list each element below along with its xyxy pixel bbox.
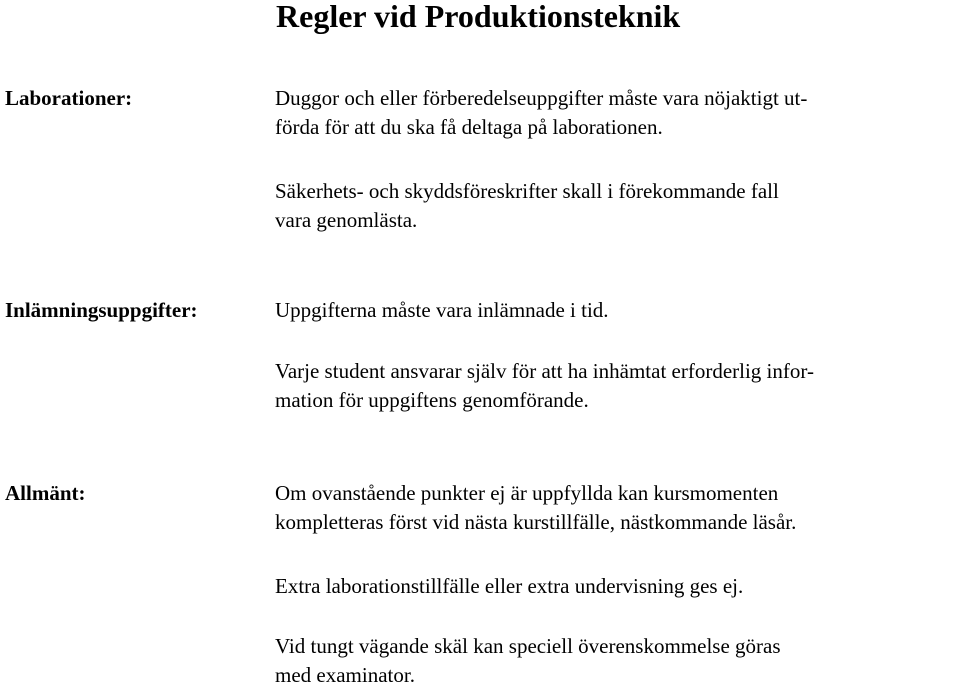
section-label: Laborationer: — [5, 86, 133, 110]
paragraph — [275, 572, 955, 601]
paragraph-line: Extra laborationstillfälle eller extra undervisning ges ej. — [275, 574, 744, 598]
paragraph — [275, 177, 955, 235]
paragraph — [275, 84, 955, 142]
paragraph-line: förda för att du ska få deltaga på laborationen. — [275, 115, 663, 139]
section-label: Allmänt: — [5, 481, 86, 505]
paragraph — [275, 479, 955, 537]
paragraph-line: Varje student ansvarar själv för att ha inhämtat erforderlig infor- — [275, 359, 814, 383]
page-title: Regler vid Produktionsteknik — [276, 0, 681, 34]
paragraph-line: Säkerhets- och skyddsföreskrifter skall i förekommande fall — [275, 179, 779, 203]
paragraph-line: med examinator. — [275, 663, 415, 687]
section-label: Inlämningsuppgifter: — [5, 298, 198, 322]
paragraph — [275, 357, 955, 415]
paragraph-line: mation för uppgiftens genomförande. — [275, 388, 589, 412]
paragraph-line: Om ovanstående punkter ej är uppfyllda kan kursmomenten — [275, 481, 779, 505]
paragraph-line: Vid tungt vägande skäl kan speciell överenskommelse göras — [275, 634, 781, 658]
paragraph-line: Uppgifterna måste vara inlämnade i tid. — [275, 298, 609, 322]
paragraph-line: Duggor och eller förberedelseuppgifter måste vara nöjaktigt ut- — [275, 86, 808, 110]
paragraph-line: vara genomlästa. — [275, 208, 418, 232]
paragraph-line: kompletteras först vid nästa kurstillfälle, nästkommande läsår. — [275, 510, 797, 534]
paragraph — [275, 296, 955, 325]
paragraph — [275, 632, 955, 690]
